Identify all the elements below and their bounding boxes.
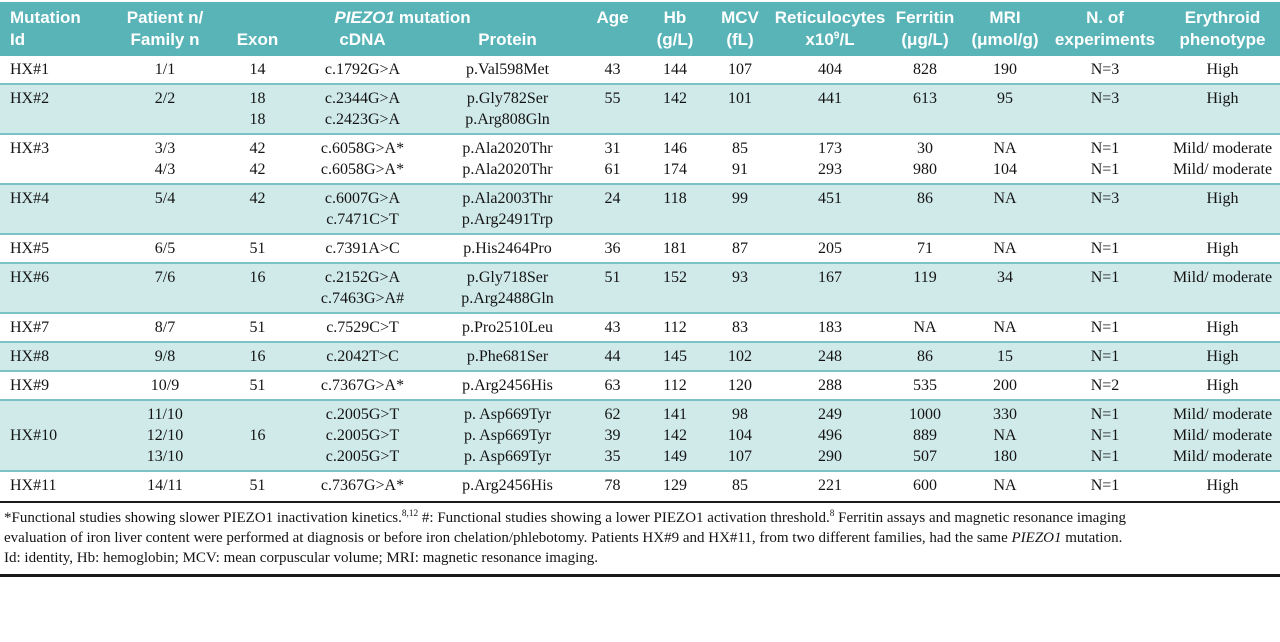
- table-cell: p.Gly718Ser: [466, 269, 549, 286]
- header-ferritin: Ferritin (μg/L): [895, 8, 955, 49]
- table-cell: c.7367G>A*: [320, 377, 405, 394]
- table-cell: 99: [732, 190, 748, 207]
- header-patient-line1: Patient n/: [126, 8, 204, 27]
- table-cell: [225, 288, 290, 309]
- table-cell: 16: [249, 427, 266, 444]
- table-cell: [965, 109, 1045, 130]
- table-cell: 14: [249, 61, 266, 78]
- table-body: [0, 56, 1280, 499]
- table-cell: [775, 109, 885, 130]
- table-cell: 61: [604, 161, 621, 178]
- table-cell: N=1: [1090, 477, 1120, 494]
- table-cell: 78: [604, 477, 621, 494]
- row-group-hx3: [0, 133, 1280, 183]
- table-cell: 145: [663, 348, 687, 365]
- table-cell: 290: [818, 448, 842, 465]
- table-row: [0, 109, 1280, 130]
- table-row: [0, 446, 1280, 467]
- table-cell: 118: [663, 190, 687, 207]
- table-cell: c.7391A>C: [325, 240, 400, 257]
- table-row: [0, 138, 1280, 159]
- table-cell: HX#3: [10, 140, 50, 157]
- header-patient-line2: Family n: [130, 30, 200, 49]
- table-cell: p.Arg2491Trp: [461, 211, 554, 228]
- table-cell: [645, 109, 705, 130]
- table-cell: c.2005G>T: [325, 448, 400, 465]
- header-mutation-id: [0, 7, 105, 51]
- table-cell: HX#1: [10, 61, 50, 78]
- table-row: [0, 404, 1280, 425]
- table-cell: 55: [604, 90, 621, 107]
- table-cell: 63: [604, 377, 621, 394]
- table-cell: [1045, 288, 1165, 309]
- table-cell: 71: [917, 240, 933, 257]
- table-cell: c.7529C>T: [326, 319, 399, 336]
- table-cell: [775, 288, 885, 309]
- table-cell: 83: [732, 319, 748, 336]
- row-group-hx5: [0, 233, 1280, 262]
- table-cell: 180: [993, 448, 1017, 465]
- table-cell: 7/6: [154, 269, 176, 286]
- table-cell: p. Asp669Tyr: [464, 448, 551, 465]
- table-cell: 112: [663, 377, 687, 394]
- table-cell: 1/1: [154, 61, 176, 78]
- table-cell: [105, 288, 225, 309]
- table-cell: 35: [604, 448, 621, 465]
- table-cell: [225, 209, 290, 230]
- table-cell: 288: [818, 377, 842, 394]
- table-cell: 6/5: [154, 240, 176, 257]
- table-cell: 167: [818, 269, 842, 286]
- table-cell: [0, 209, 105, 230]
- table-cell: p.Ala2003Thr: [462, 190, 553, 207]
- table-cell: [885, 109, 965, 130]
- table-cell: c.7367G>A*: [320, 477, 405, 494]
- table-row: [0, 188, 1280, 209]
- table-cell: 149: [663, 448, 687, 465]
- table-cell: N=3: [1090, 90, 1120, 107]
- table-cell: 8/7: [154, 319, 176, 336]
- table-cell: High: [1206, 190, 1239, 207]
- table-cell: [705, 109, 775, 130]
- header-piezo1-mutation-group: [225, 7, 580, 29]
- row-group-hx10: [0, 399, 1280, 470]
- table-cell: 9/8: [154, 348, 176, 365]
- table-cell: 249: [818, 406, 842, 423]
- header-mri: MRI (μmol/g): [971, 8, 1039, 49]
- header-reticulocytes: Reticulocytes $x10^9/L$: [774, 8, 886, 49]
- table-cell: [965, 209, 1045, 230]
- table-cell: NA: [993, 240, 1017, 257]
- table-cell: 181: [663, 240, 687, 257]
- table-cell: 200: [993, 377, 1017, 394]
- header-mcv: MCV (fL): [721, 8, 759, 49]
- footnote-line: Id: identity, Hb: hemoglobin; MCV: mean corpuscular volume; MRI: magnetic resonance imaging.: [4, 550, 599, 566]
- table-row: [0, 288, 1280, 309]
- table-cell: 16: [249, 348, 266, 365]
- table-row: [0, 238, 1280, 259]
- table-cell: 51: [249, 240, 266, 257]
- table-cell: 441: [818, 90, 842, 107]
- table-cell: 24: [604, 190, 621, 207]
- table-cell: [0, 288, 105, 309]
- table-cell: HX#6: [10, 269, 50, 286]
- table-cell: 507: [913, 448, 937, 465]
- table-cell: p.Arg2488Gln: [461, 290, 554, 307]
- table-cell: 221: [818, 477, 842, 494]
- table-cell: 174: [663, 161, 687, 178]
- table-row: [0, 425, 1280, 446]
- table-cell: [580, 288, 645, 309]
- table-cell: [1045, 109, 1165, 130]
- table-cell: 828: [913, 61, 937, 78]
- table-cell: c.6058G>A*: [320, 161, 405, 178]
- table-cell: 62: [604, 406, 621, 423]
- table-cell: High: [1206, 240, 1239, 257]
- table-row: [0, 375, 1280, 396]
- table-cell: 39: [604, 427, 621, 444]
- table-cell: 85: [732, 140, 748, 157]
- header-mutation-line2: Id: [10, 30, 26, 49]
- table-cell: High: [1206, 319, 1239, 336]
- table-cell: c.1792G>A: [324, 61, 401, 78]
- table-cell: HX#8: [10, 348, 50, 365]
- table-cell: p.Pro2510Leu: [461, 319, 554, 336]
- table-cell: Mild/ moderate: [1172, 269, 1273, 286]
- table-cell: 51: [249, 319, 266, 336]
- table-row: [0, 317, 1280, 338]
- header-reticulocytes-unit: $x10^9/L$: [805, 30, 855, 49]
- table-cell: 14/11: [147, 477, 183, 494]
- table-cell: p.Arg808Gln: [465, 111, 550, 128]
- row-group-hx9: [0, 370, 1280, 399]
- table-cell: [580, 209, 645, 230]
- table-cell: NA: [993, 477, 1017, 494]
- table-cell: c.2005G>T: [325, 427, 400, 444]
- table-cell: [225, 404, 290, 425]
- table-cell: [645, 209, 705, 230]
- table-cell: 30: [917, 140, 933, 157]
- table-cell: c.2344G>A: [324, 90, 401, 107]
- table-cell: 51: [249, 477, 266, 494]
- table-cell: HX#4: [10, 190, 50, 207]
- table-cell: p.Gly782Ser: [466, 90, 549, 107]
- row-group-hx4: [0, 183, 1280, 233]
- table-cell: c.7471C>T: [326, 211, 399, 228]
- table-row: [0, 209, 1280, 230]
- row-group-hx7: [0, 312, 1280, 341]
- table-cell: N=1: [1090, 140, 1120, 157]
- table-cell: NA: [913, 319, 937, 336]
- header-exon: Exon: [236, 30, 279, 49]
- table-cell: N=1: [1090, 269, 1120, 286]
- table-cell: 44: [604, 348, 621, 365]
- table-cell: 1000: [909, 406, 941, 423]
- table-cell: [705, 209, 775, 230]
- table-cell: c.2005G>T: [325, 406, 400, 423]
- footnote-line: *Functional studies showing slower PIEZO1 inactivation kinetics.$^{8,12}$ #: Functional studies showing a lower PIEZO1 activation threshold.$^8$ Ferritin assays and magnetic resonance imaging: [4, 509, 1126, 526]
- table-row: [0, 88, 1280, 109]
- table-cell: p.Phe681Ser: [466, 348, 549, 365]
- table-cell: 4/3: [154, 161, 176, 178]
- table-cell: Mild/ moderate: [1172, 427, 1273, 444]
- table-cell: Mild/ moderate: [1172, 161, 1273, 178]
- table-cell: 330: [993, 406, 1017, 423]
- header-cdna: cDNA: [339, 30, 386, 49]
- table-cell: 87: [732, 240, 748, 257]
- table-cell: 13/10: [146, 448, 184, 465]
- table-cell: N=2: [1090, 377, 1120, 394]
- table-cell: [580, 109, 645, 130]
- table-cell: 152: [663, 269, 687, 286]
- header-patient-family: [105, 7, 225, 51]
- table-cell: High: [1206, 90, 1239, 107]
- table-cell: 91: [732, 161, 748, 178]
- table-cell: [885, 209, 965, 230]
- table-cell: [705, 288, 775, 309]
- table-cell: p.Val598Met: [465, 61, 550, 78]
- table-cell: 600: [913, 477, 937, 494]
- table-cell: 120: [728, 377, 752, 394]
- table-cell: 43: [604, 61, 621, 78]
- table-cell: 11/10: [147, 406, 183, 423]
- table-cell: 144: [663, 61, 687, 78]
- table-cell: [0, 446, 105, 467]
- table-cell: 980: [913, 161, 937, 178]
- table-cell: 107: [728, 448, 752, 465]
- header-mutation-line1: Mutation: [10, 8, 81, 27]
- table-cell: 535: [913, 377, 937, 394]
- table-cell: 85: [732, 477, 748, 494]
- table-cell: 95: [997, 90, 1013, 107]
- table-cell: c.2423G>A: [324, 111, 401, 128]
- table-cell: 146: [663, 140, 687, 157]
- table-cell: Mild/ moderate: [1172, 140, 1273, 157]
- table-cell: [885, 288, 965, 309]
- table-cell: HX#5: [10, 240, 50, 257]
- header-piezo1-rest: mutation: [398, 8, 471, 27]
- table-cell: 107: [728, 61, 752, 78]
- table-cell: [105, 209, 225, 230]
- table-cell: NA: [993, 427, 1017, 444]
- table-cell: 496: [818, 427, 842, 444]
- table-cell: N=1: [1090, 319, 1120, 336]
- table-cell: 31: [604, 140, 621, 157]
- table-cell: 18: [249, 90, 266, 107]
- table-cell: 190: [993, 61, 1017, 78]
- table-footnotes: [0, 501, 1280, 577]
- table-cell: N=3: [1090, 190, 1120, 207]
- table-cell: 15: [997, 348, 1013, 365]
- table-cell: 98: [732, 406, 748, 423]
- table-cell: p.Arg2456His: [462, 477, 553, 494]
- table-cell: 42: [249, 140, 266, 157]
- table-cell: 112: [663, 319, 687, 336]
- table-cell: 141: [663, 406, 687, 423]
- table-cell: 86: [917, 190, 933, 207]
- table-cell: HX#11: [10, 477, 57, 494]
- header-n-of-experiments: N. of experiments: [1054, 8, 1156, 49]
- table-cell: c.6007G>A: [324, 190, 401, 207]
- table-cell: 142: [663, 90, 687, 107]
- table-cell: Mild/ moderate: [1172, 448, 1273, 465]
- table-cell: Mild/ moderate: [1172, 406, 1273, 423]
- table-cell: 102: [728, 348, 752, 365]
- table-cell: c.2042T>C: [326, 348, 399, 365]
- table-cell: 173: [818, 140, 842, 157]
- table-cell: 10/9: [150, 377, 180, 394]
- table-cell: 101: [728, 90, 752, 107]
- table-cell: 119: [913, 269, 937, 286]
- table-cell: [1165, 288, 1280, 309]
- table-cell: p. Asp669Tyr: [464, 406, 551, 423]
- table-header: [0, 2, 1280, 56]
- table-cell: 5/4: [154, 190, 176, 207]
- table-cell: 86: [917, 348, 933, 365]
- table-cell: HX#9: [10, 377, 50, 394]
- table-cell: 104: [728, 427, 752, 444]
- table-cell: HX#2: [10, 90, 50, 107]
- table-cell: 3/3: [154, 140, 176, 157]
- table-cell: [0, 404, 105, 425]
- table-row: [0, 475, 1280, 496]
- footnote-line: evaluation of iron liver content were performed at diagnosis or before iron chelation/phlebotomy. Patients HX#9 and HX#11, from two different families, had the same PIEZO1 mutation.: [4, 530, 1123, 546]
- table-cell: [105, 109, 225, 130]
- table-cell: 36: [604, 240, 621, 257]
- table-cell: High: [1206, 61, 1239, 78]
- table-cell: NA: [993, 140, 1017, 157]
- table-cell: N=1: [1090, 448, 1120, 465]
- table-cell: 42: [249, 190, 266, 207]
- table-cell: N=1: [1090, 348, 1120, 365]
- table-cell: 129: [663, 477, 687, 494]
- table-cell: 451: [818, 190, 842, 207]
- table-cell: 93: [732, 269, 748, 286]
- table-cell: N=1: [1090, 427, 1120, 444]
- table-cell: 613: [913, 90, 937, 107]
- table-cell: [775, 209, 885, 230]
- table-row: [0, 159, 1280, 180]
- table-cell: 293: [818, 161, 842, 178]
- table-cell: HX#7: [10, 319, 50, 336]
- table-cell: High: [1206, 348, 1239, 365]
- header-piezo1-italic: PIEZO1: [334, 8, 395, 27]
- table-cell: [965, 288, 1045, 309]
- table-cell: 18: [249, 111, 266, 128]
- table-cell: 248: [818, 348, 842, 365]
- table-cell: [0, 159, 105, 180]
- table-cell: c.2152G>A: [324, 269, 401, 286]
- table-cell: High: [1206, 377, 1239, 394]
- header-protein: Protein: [478, 30, 537, 49]
- table-cell: 183: [818, 319, 842, 336]
- table-cell: NA: [993, 190, 1017, 207]
- table-cell: [225, 446, 290, 467]
- table-cell: 51: [249, 377, 266, 394]
- table-cell: HX#10: [10, 427, 58, 444]
- table-cell: 2/2: [154, 90, 176, 107]
- table-cell: c.6058G>A*: [320, 140, 405, 157]
- table-cell: High: [1206, 477, 1239, 494]
- row-group-hx1: [0, 56, 1280, 83]
- table-cell: 889: [913, 427, 937, 444]
- table-cell: c.7463G>A#: [320, 290, 405, 307]
- table-cell: p.Ala2020Thr: [462, 161, 553, 178]
- table-cell: 104: [993, 161, 1017, 178]
- table-row: [0, 267, 1280, 288]
- table-cell: 51: [604, 269, 621, 286]
- table-cell: [0, 109, 105, 130]
- table-cell: p.Arg2456His: [462, 377, 553, 394]
- row-group-hx8: [0, 341, 1280, 370]
- table-row: [0, 59, 1280, 80]
- table-cell: p.Ala2020Thr: [462, 140, 553, 157]
- table-cell: 12/10: [146, 427, 184, 444]
- table-cell: 16: [249, 269, 266, 286]
- table-cell: 404: [818, 61, 842, 78]
- table-cell: N=3: [1090, 61, 1120, 78]
- row-group-hx6: [0, 262, 1280, 312]
- table-cell: 34: [997, 269, 1013, 286]
- header-erythroid-phenotype: Erythroid phenotype: [1179, 8, 1266, 49]
- table-row: [0, 346, 1280, 367]
- header-age: Age: [596, 8, 629, 27]
- table-cell: 205: [818, 240, 842, 257]
- table-cell: [1165, 209, 1280, 230]
- table-cell: N=1: [1090, 161, 1120, 178]
- table-cell: p.His2464Pro: [463, 240, 552, 257]
- table-cell: 43: [604, 319, 621, 336]
- table-cell: 142: [663, 427, 687, 444]
- row-group-hx11: [0, 470, 1280, 499]
- row-group-hx2: [0, 83, 1280, 133]
- table-cell: N=1: [1090, 406, 1120, 423]
- table-cell: 42: [249, 161, 266, 178]
- table-cell: N=1: [1090, 240, 1120, 257]
- table-cell: [1165, 109, 1280, 130]
- table-cell: [1045, 209, 1165, 230]
- table-cell: p. Asp669Tyr: [464, 427, 551, 444]
- table-cell: NA: [993, 319, 1017, 336]
- table-cell: [645, 288, 705, 309]
- header-hb: Hb (g/L): [656, 8, 694, 49]
